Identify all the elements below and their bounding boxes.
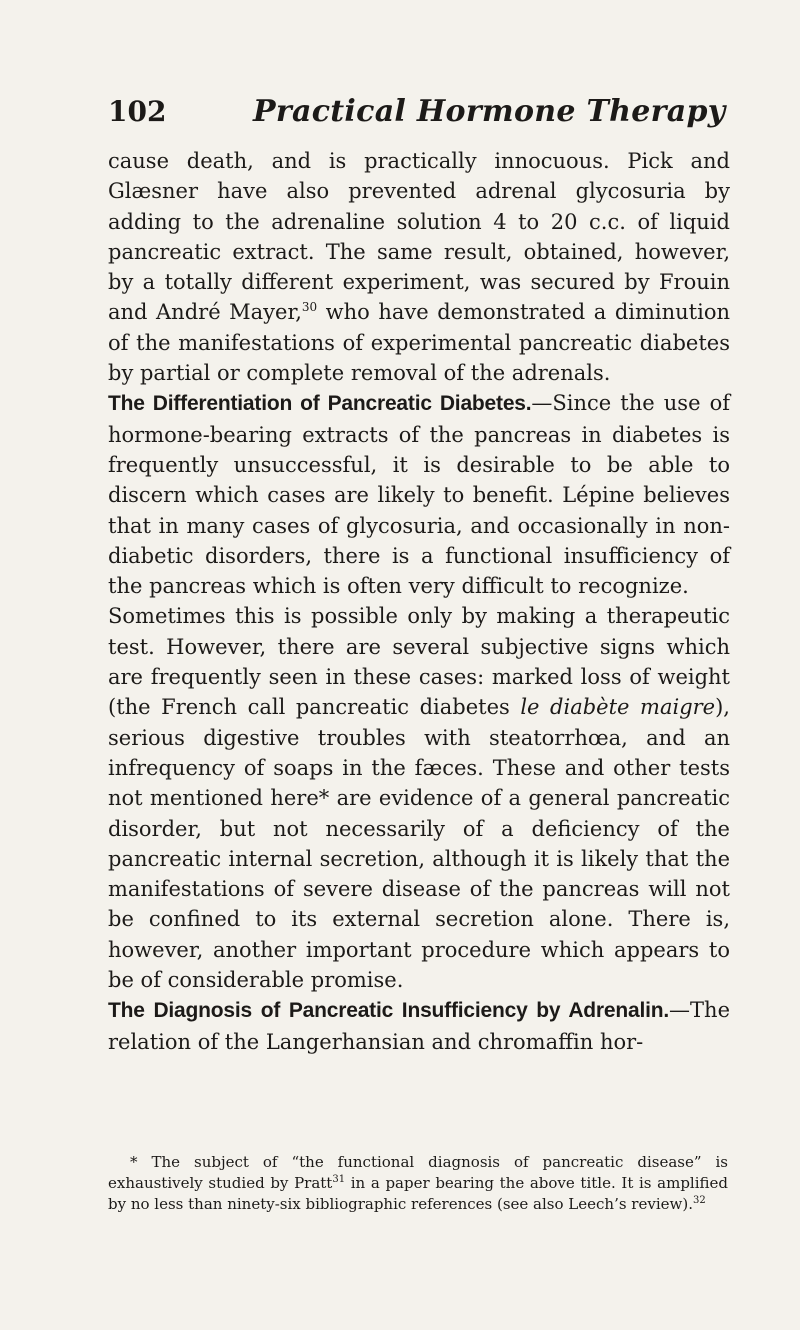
paragraph: [108, 146, 730, 388]
paragraph: [108, 995, 730, 1057]
page-header: [108, 92, 728, 140]
paragraph-text: —The relation of the Langerhansian and chromaffin hor-: [108, 998, 730, 1054]
running-title: Practical Hormone Therapy: [253, 94, 726, 129]
paragraph-text: ), serious digestive troubles with steatorrhœa, and an infrequency of soaps in the fæces. These and other tests not mentioned here* are evidence of a general pancreatic disorder, but not necessarily of a deficiency of the pancreatic internal secretion, although it is likely that the manifestations of severe disease of the pancreas will not be confined to its external secretion alone. There is, however, another important procedure which appears to be of considerable promise.: [108, 695, 730, 993]
paragraph: [108, 601, 730, 995]
paragraph-text: Sometimes this is possible only by making a therapeutic test. However, there are several subjective signs which are frequently seen in these cases: marked loss of weight (the French call pancreatic diabetes: [108, 604, 730, 720]
paragraph-text: who have demonstrated a diminution of the manifestations of experimental pancreatic diabetes by partial or complete removal of the adrenals.: [108, 300, 730, 386]
reference-number: 30: [301, 300, 318, 315]
paragraph-text: cause death, and is practically innocuous. Pick and Glæsner have also prevented adrenal glycosuria by adding to the adrenaline solution 4 to 20 c.c. of liquid pancreatic extract. The same result, obtained, however, by a totally different experiment, was secured by Frouin and André Mayer,: [108, 149, 730, 325]
body-text: [108, 146, 730, 1057]
italic-phrase: le diabète maigre: [520, 695, 716, 720]
paragraph-text: —Since the use of hormone-bearing extracts of the pancreas in diabetes is frequently unsuccessful, it is desirable to be able to discern which cases are likely to benefit. Lépine believes that in many cases of glycosuria, and occasionally in non-diabetic disorders, there is a functional insufficiency of the pancreas which is often very difficult to recognize.: [108, 391, 730, 599]
footnote-text: * The subject of “the functional diagnosis of pancreatic disease” is exhaustively studied by Pratt: [108, 1153, 728, 1192]
footnote-text: in a paper bearing the above title. It is amplified by no less than ninety-six bibliographic references (see also Leech’s review).: [108, 1174, 729, 1213]
footnote: [108, 1152, 728, 1215]
page-number: 102: [108, 95, 167, 128]
footnote-paragraph: [108, 1152, 728, 1215]
paragraph: [108, 388, 730, 601]
section-heading: The Diagnosis of Pancreatic Insufficiency by Adrenalin.: [108, 999, 670, 1023]
section-heading: The Differentiation of Pancreatic Diabetes.: [108, 392, 532, 416]
reference-number: 32: [692, 1195, 706, 1206]
reference-number: 31: [332, 1174, 346, 1185]
